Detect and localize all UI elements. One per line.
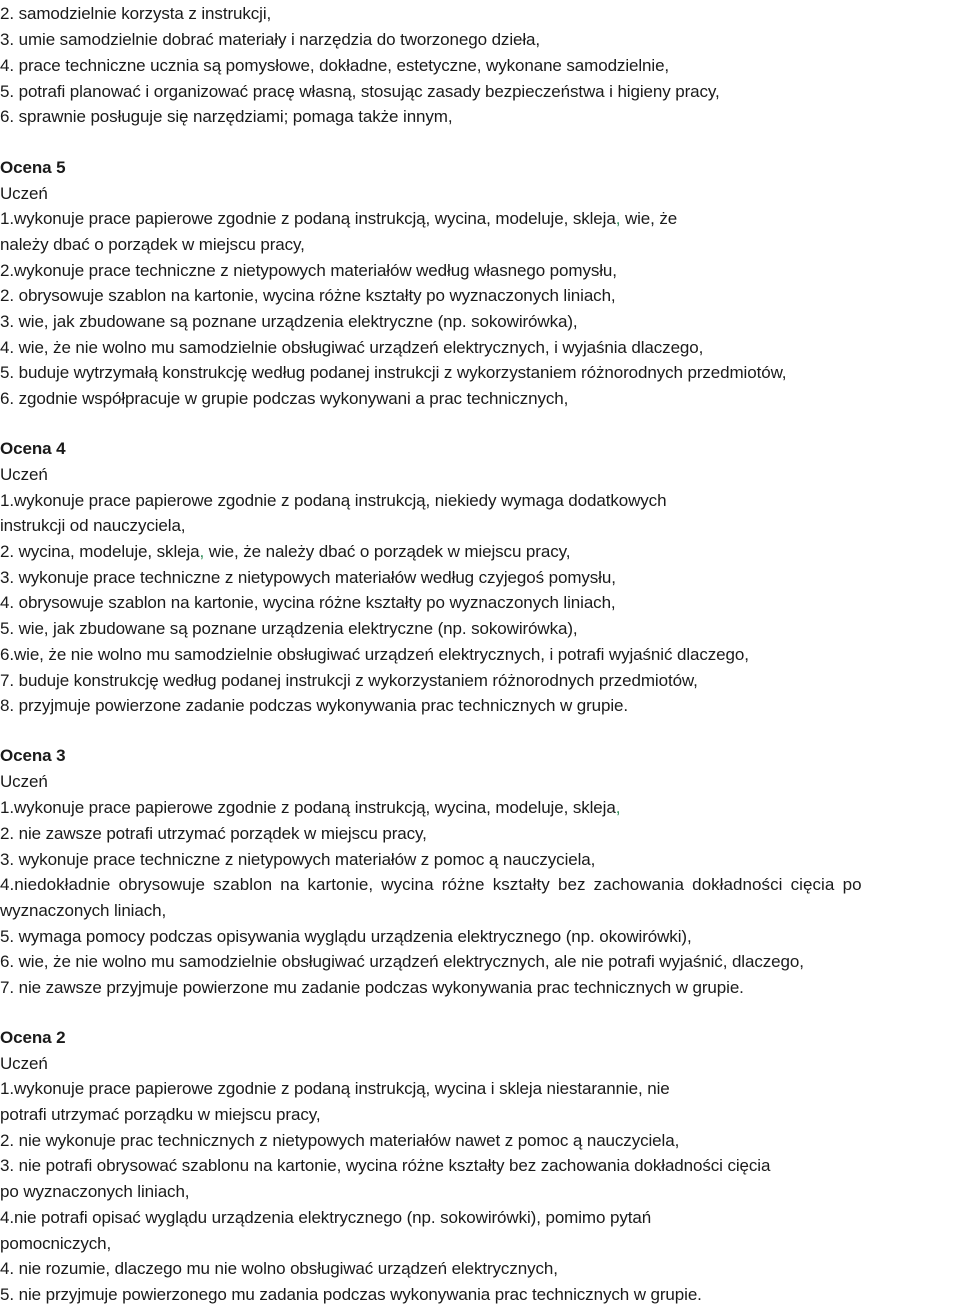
- student-label: [0, 1053, 48, 1075]
- line-text-continued: wie, że: [620, 209, 678, 228]
- line-text: 7. buduje konstrukcję według podanej instrukcji z wykorzystaniem różnorodnych przedmiotów,: [0, 671, 698, 690]
- line-text: 4. obrysowuje szablon na kartonie, wycina różne kształty po wyznaczonych liniach,: [0, 593, 616, 612]
- line-text: Ocena 3: [0, 746, 66, 765]
- line-text: 6. sprawnie posługuje się narzędziami; pomaga także innym,: [0, 107, 453, 126]
- grade-heading: [0, 745, 65, 767]
- line-text: 1.wykonuje prace papierowe zgodnie z podaną instrukcją, wycina, modeluje, skleja: [0, 798, 616, 817]
- line-text: 7. nie zawsze przyjmuje powierzone mu zadanie podczas wykonywania prac technicznych w grupie.: [0, 978, 744, 997]
- criteria-line: [0, 1104, 321, 1126]
- line-text-continued: wie, że należy dbać o porządek w miejscu pracy,: [204, 542, 571, 561]
- criteria-line: [0, 1078, 670, 1100]
- criteria-line: [0, 1258, 558, 1280]
- accent-comma: ,: [615, 209, 621, 228]
- grade-heading: [0, 1027, 65, 1049]
- line-text: 3. wie, jak zbudowane są poznane urządzenia elektryczne (np. sokowirówka),: [0, 312, 578, 331]
- criteria-line: [0, 81, 720, 103]
- accent-comma: ,: [615, 798, 621, 817]
- criteria-line: [0, 362, 786, 384]
- grade-heading: [0, 438, 65, 460]
- line-text: 2.wykonuje prace techniczne z nietypowych materiałów według własnego pomysłu,: [0, 261, 617, 280]
- line-text: wyznaczonych liniach,: [0, 901, 167, 920]
- line-text: 5. wie, jak zbudowane są poznane urządzenia elektryczne (np. sokowirówka),: [0, 619, 578, 638]
- line-text: 5. buduje wytrzymałą konstrukcję według podanej instrukcji z wykorzystaniem różnorodnych przedmiotów,: [0, 363, 787, 382]
- criteria-line: [0, 1155, 770, 1177]
- line-text: 5. potrafi planować i organizować pracę własną, stosując zasady bezpieczeństwa i higieny pracy,: [0, 82, 720, 101]
- criteria-line: [0, 490, 666, 512]
- line-text: 4. nie rozumie, dlaczego mu nie wolno obsługiwać urządzeń elektrycznych,: [0, 1259, 558, 1278]
- line-text: instrukcji od nauczyciela,: [0, 516, 186, 535]
- criteria-line: [0, 849, 595, 871]
- criteria-line: [0, 926, 692, 948]
- criteria-line: [0, 797, 620, 819]
- line-text: Uczeń: [0, 184, 48, 203]
- criteria-line: [0, 515, 185, 537]
- line-text: 1.wykonuje prace papierowe zgodnie z podaną instrukcją, wycina i skleja niestarannie, nie: [0, 1079, 670, 1098]
- line-text: 2. nie wykonuje prac technicznych z nietypowych materiałów nawet z pomoc ą nauczyciela,: [0, 1131, 680, 1150]
- line-text: należy dbać o porządek w miejscu pracy,: [0, 235, 305, 254]
- line-text: 6.wie, że nie wolno mu samodzielnie obsługiwać urządzeń elektrycznych, i potrafi wyjaśnić dlaczego,: [0, 645, 749, 664]
- line-text: po wyznaczonych liniach,: [0, 1182, 190, 1201]
- criteria-line: [0, 670, 698, 692]
- line-text: 3. umie samodzielnie dobrać materiały i narzędzia do tworzonego dzieła,: [0, 30, 541, 49]
- criteria-line: [0, 951, 804, 973]
- line-text: 1.wykonuje prace papierowe zgodnie z podaną instrukcją, niekiedy wymaga dodatkowych: [0, 491, 667, 510]
- line-text: 6. zgodnie współpracuje w grupie podczas wykonywani a prac technicznych,: [0, 389, 569, 408]
- line-text: 4. prace techniczne ucznia są pomysłowe, dokładne, estetyczne, wykonane samodzielnie,: [0, 56, 670, 75]
- line-text: 6. wie, że nie wolno mu samodzielnie obsługiwać urządzeń elektrycznych, ale nie potrafi wyjaśnić, dlaczego,: [0, 952, 804, 971]
- criteria-line: [0, 1284, 702, 1306]
- criteria-line: [0, 644, 749, 666]
- criteria-line: [0, 592, 616, 614]
- line-text: Ocena 5: [0, 158, 66, 177]
- criteria-line: [0, 260, 617, 282]
- criteria-line: [0, 695, 628, 717]
- line-text: Ocena 4: [0, 439, 66, 458]
- line-text: 3. wykonuje prace techniczne z nietypowych materiałów według czyjegoś pomysłu,: [0, 568, 616, 587]
- line-text: 2. obrysowuje szablon na kartonie, wycina różne kształty po wyznaczonych liniach,: [0, 286, 616, 305]
- line-text: Uczeń: [0, 1054, 48, 1073]
- grade-heading: [0, 157, 65, 179]
- criteria-line: [0, 3, 271, 25]
- line-text: 4.nie potrafi opisać wyglądu urządzenia elektrycznego (np. sokowirówki), pomimo pytań: [0, 1208, 652, 1227]
- line-text: 3. wykonuje prace techniczne z nietypowych materiałów z pomoc ą nauczyciela,: [0, 850, 596, 869]
- line-text: 3. nie potrafi obrysować szablonu na kartonie, wycina różne kształty bez zachowania dokładności cięcia: [0, 1156, 771, 1175]
- line-text: Uczeń: [0, 465, 48, 484]
- line-text: Uczeń: [0, 772, 48, 791]
- criteria-line: [0, 311, 578, 333]
- criteria-line: [0, 823, 427, 845]
- line-text: 4. wie, że nie wolno mu samodzielnie obsługiwać urządzeń elektrycznych, i wyjaśnia dlaczego,: [0, 338, 704, 357]
- criteria-line: [0, 1233, 111, 1255]
- criteria-line: [0, 208, 677, 230]
- student-label: [0, 183, 48, 205]
- line-text: 2. wycina, modeluje, skleja: [0, 542, 200, 561]
- line-text: pomocniczych,: [0, 1234, 112, 1253]
- criteria-line: [0, 234, 305, 256]
- criteria-line: [0, 106, 453, 128]
- line-text: 2. samodzielnie korzysta z instrukcji,: [0, 4, 272, 23]
- line-text: 5. wymaga pomocy podczas opisywania wyglądu urządzenia elektrycznego (np. okowirówki),: [0, 927, 692, 946]
- line-text: 1.wykonuje prace papierowe zgodnie z podaną instrukcją, wycina, modeluje, skleja: [0, 209, 616, 228]
- criteria-line: [0, 1181, 189, 1203]
- criteria-line: [0, 541, 570, 563]
- criteria-line: [0, 388, 568, 410]
- criteria-line: [0, 618, 578, 640]
- line-text: potrafi utrzymać porządku w miejscu pracy,: [0, 1105, 321, 1124]
- criteria-line: [0, 1130, 679, 1152]
- line-text: Ocena 2: [0, 1028, 66, 1047]
- accent-comma: ,: [199, 542, 205, 561]
- criteria-line: [0, 29, 540, 51]
- criteria-line: [0, 567, 616, 589]
- criteria-line: [0, 874, 862, 896]
- criteria-line: [0, 977, 744, 999]
- criteria-line: [0, 55, 669, 77]
- student-label: [0, 771, 48, 793]
- criteria-line: [0, 1207, 651, 1229]
- criteria-line: [0, 285, 616, 307]
- criteria-line: [0, 337, 703, 359]
- line-text: 5. nie przyjmuje powierzonego mu zadania podczas wykonywania prac technicznych w grupie.: [0, 1285, 702, 1304]
- student-label: [0, 464, 48, 486]
- line-text: 2. nie zawsze potrafi utrzymać porządek w miejscu pracy,: [0, 824, 427, 843]
- line-text: 4.niedokładnie obrysowuje szablon na kartonie, wycina różne kształty bez zachowania dokładności cięcia po: [0, 875, 862, 894]
- line-text: 8. przyjmuje powierzone zadanie podczas wykonywania prac technicznych w grupie.: [0, 696, 629, 715]
- criteria-line: [0, 900, 166, 922]
